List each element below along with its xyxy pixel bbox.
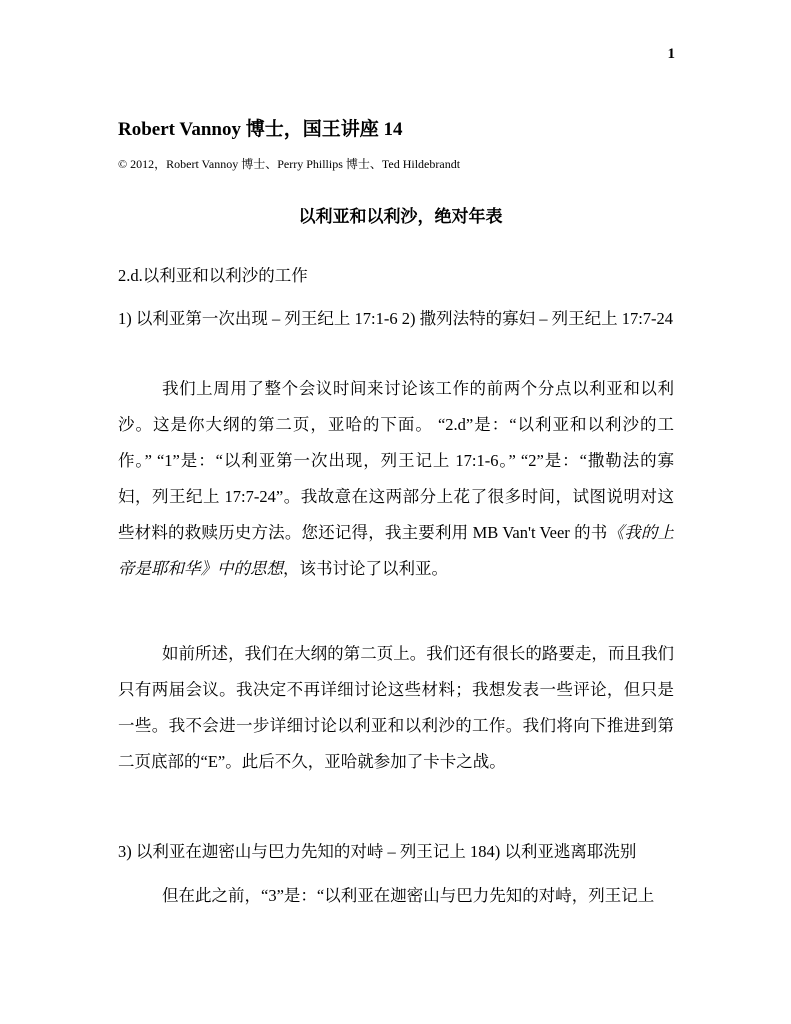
document-title: Robert Vannoy 博士，国王讲座 14 <box>118 119 403 140</box>
outline-line-1-2: 1) 以利亚第一次出现 – 列王纪上 17:1-6 2) 撒列法特的寡妇 – 列王纪上 17:7-24 <box>118 309 674 328</box>
book-title: 《我的上帝是耶和华》中的思想 <box>118 523 675 578</box>
outline-line-3-4: 3) 以利亚在迦密山与巴力先知的对峙 – 列王记上 184) 以利亚逃离耶洗别 <box>118 842 637 861</box>
section-heading: 2.d.以利亚和以利沙的工作 <box>118 266 308 285</box>
paragraph-3: 但在此之前，“3”是：“以利亚在迦密山与巴力先知的对峙，列王记上 <box>162 886 655 905</box>
page-number: 1 <box>667 46 675 62</box>
paragraph-1-text: 我们上周用了整个会议时间来讨论该工作的前两个分点以利亚和以利沙。这是你大纲的第二页，亚哈的下面。 “2.d”是：“以利亚和以利沙的工作。” “1”是：“以利亚第一次出现，列王记上 17:1-6。” “2”是：“撒勒法的寡妇，列王纪上 17:7-24”。我故意在这两部分上花了很多时间，试图说明对这些材料的救赎历史方法。您还记得，我主要利用 MB Van't Veer 的书 <box>118 379 674 542</box>
paragraph-1-end: ，该书讨论了以利亚。 <box>283 559 448 578</box>
paragraph-1 <box>118 371 674 587</box>
document-subtitle <box>0 202 791 227</box>
copyright-line: © 2012，Robert Vannoy 博士、Perry Phillips 博士、Ted Hildebrandt <box>118 157 461 171</box>
subtitle-text: 以利亚和以利沙，绝对年表 <box>298 207 503 226</box>
paragraph-2: 如前所述，我们在大纲的第二页上。我们还有很长的路要走，而且我们只有两届会议。我决定不再详细讨论这些材料；我想发表一些评论，但只是一些。我不会进一步详细讨论以利亚和以利沙的工作。我们将向下推进到第二页底部的“E”。此后不久，亚哈就参加了卡卡之战。 <box>118 644 674 771</box>
